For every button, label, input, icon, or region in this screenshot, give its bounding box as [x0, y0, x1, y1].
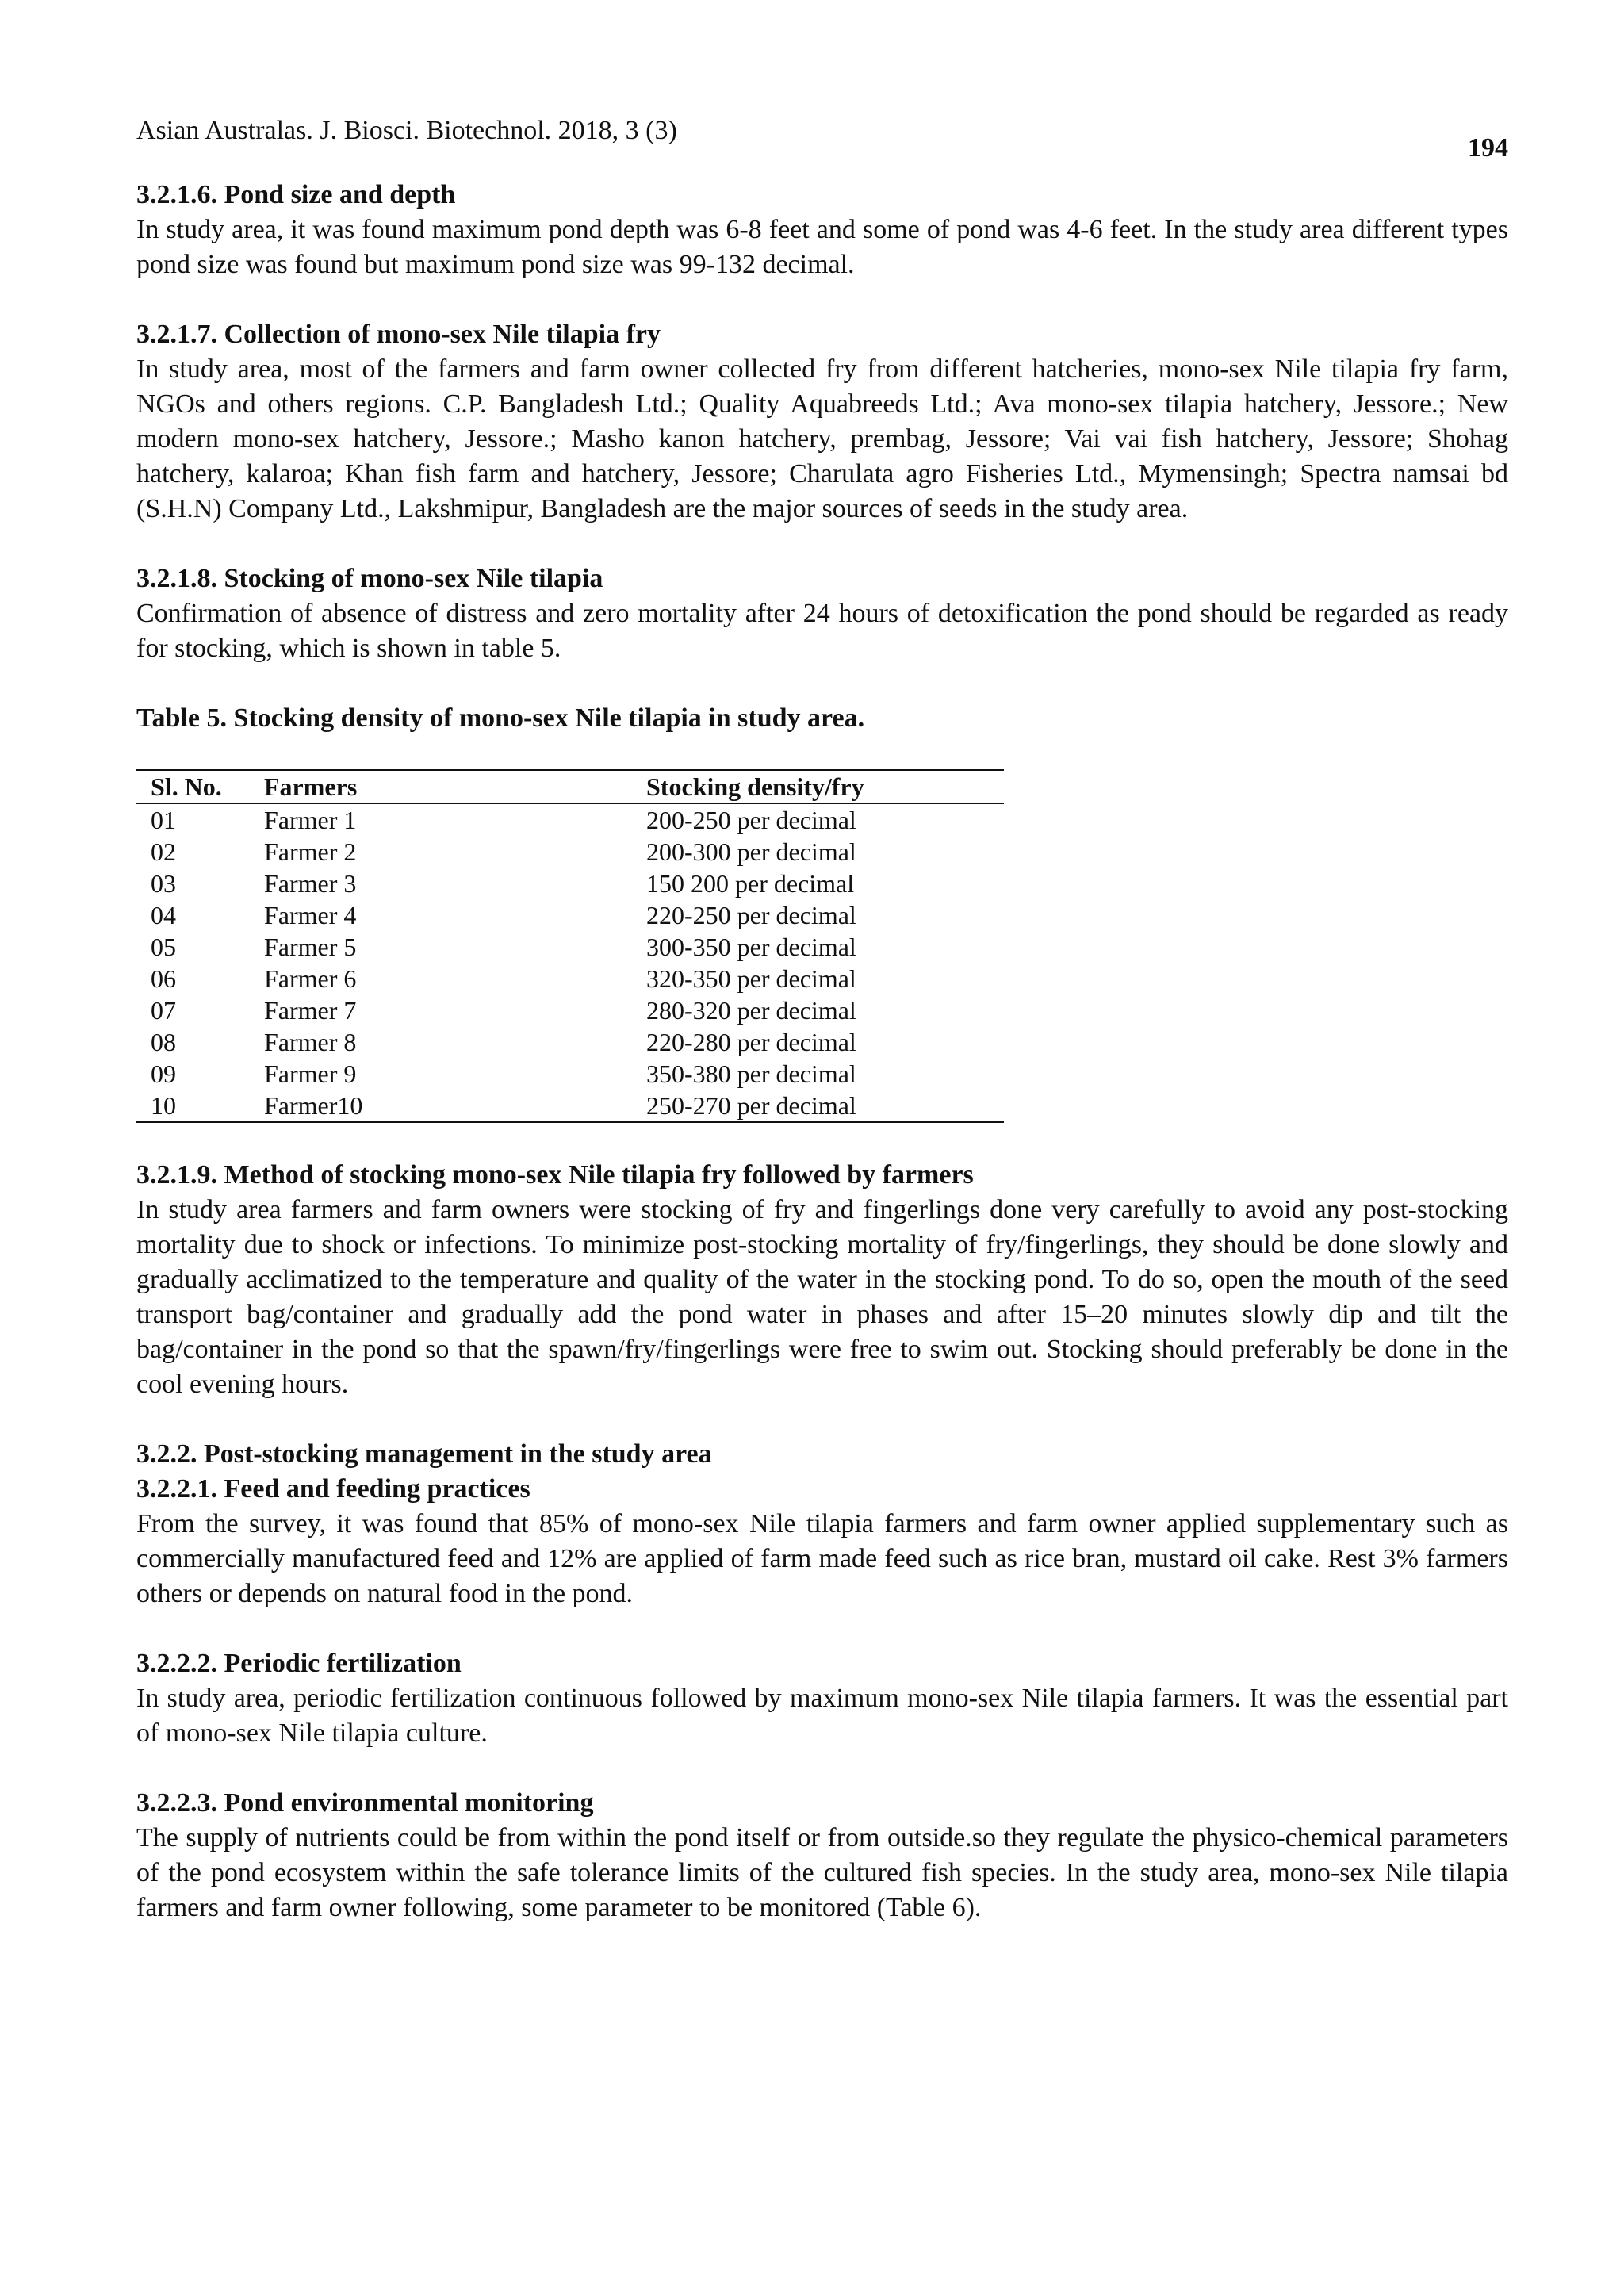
stocking-density-table	[136, 769, 1004, 1123]
table-cell: 350-380 per decimal	[646, 1059, 856, 1088]
section-paragraph: From the survey, it was found that 85% of mono-sex Nile tilapia farmers and farm owner applied supplementary such as commercially manufactured feed and 12% are applied of farm made feed such as rice bran, mustard oil cake. Rest 3% farmers others or depends on natural food in the pond.	[136, 1509, 1508, 1608]
table-cell: 07	[151, 996, 176, 1025]
section-heading: 3.2.1.9. Method of stocking mono-sex Nile tilapia fry followed by farmers	[136, 1160, 974, 1190]
table-row	[136, 868, 1004, 899]
section-pond-size	[136, 178, 1508, 282]
table-row	[136, 803, 1004, 836]
column-header-stocking-density: Stocking density/fry	[632, 770, 1004, 803]
section-paragraph: Confirmation of absence of distress and zero mortality after 24 hours of detoxification the pond should be regarded as ready for stocking, which is shown in table 5.	[136, 599, 1508, 663]
table-row	[136, 1026, 1004, 1058]
section-feed	[136, 1472, 1508, 1611]
column-header-farmers: Farmers	[250, 770, 632, 803]
table-cell: 04	[151, 901, 176, 929]
section-post-stocking	[136, 1437, 1508, 1472]
section-method	[136, 1158, 1508, 1402]
page-number: 194	[1468, 133, 1508, 163]
table-row	[136, 931, 1004, 963]
table-cell: Farmer10	[250, 1090, 632, 1122]
table-cell: Farmer 2	[264, 837, 357, 866]
table-cell: 250-270 per decimal	[632, 1090, 1004, 1122]
table-cell: 200-250 per decimal	[646, 806, 856, 834]
section-collection	[136, 317, 1508, 527]
table-cell: 300-350 per decimal	[646, 933, 856, 961]
section-heading: 3.2.2.1. Feed and feeding practices	[136, 1474, 530, 1504]
table-cell: Farmer 7	[264, 996, 357, 1025]
table-body	[136, 803, 1004, 1122]
table-cell: 05	[151, 933, 176, 961]
section-heading: 3.2.1.8. Stocking of mono-sex Nile tilapia	[136, 564, 603, 593]
table-caption: Table 5. Stocking density of mono-sex Nile tilapia in study area.	[136, 703, 865, 733]
running-head: Asian Australas. J. Biosci. Biotechnol. 2018, 3 (3)	[136, 116, 677, 145]
table-cell: 06	[151, 964, 176, 993]
section-paragraph: In study area, periodic fertilization continuous followed by maximum mono-sex Nile tilapia farmers. It was the essential part of mono-sex Nile tilapia culture.	[136, 1684, 1508, 1748]
table-cell: 01	[151, 806, 176, 834]
section-fertilization	[136, 1646, 1508, 1751]
table-cell: 02	[151, 837, 176, 866]
table-row	[136, 1058, 1004, 1090]
table-cell: Farmer 5	[264, 933, 357, 961]
table-header-row	[136, 770, 1004, 803]
section-heading: 3.2.2.3. Pond environmental monitoring	[136, 1788, 594, 1818]
table-cell: Farmer 8	[264, 1028, 357, 1056]
table-row	[136, 963, 1004, 994]
table-cell: 09	[151, 1059, 176, 1088]
table-cell: 280-320 per decimal	[646, 996, 856, 1025]
section-paragraph: In study area farmers and farm owners were stocking of fry and fingerlings done very carefully to avoid any post-stocking mortality due to shock or infections. To minimize post-stocking mortality of fry/fingerlings, they should be done slowly and gradually acclimatized to the temperature and quality of the water in the stocking pond. To do so, open the mouth of the seed transport bag/container and gradually add the pond water in phases and after 15–20 minutes slowly dip and tilt the bag/container in the pond so that the spawn/fry/fingerlings were free to swim out. Stocking should preferably be done in the cool evening hours.	[136, 1195, 1508, 1399]
table-cell: 150 200 per decimal	[646, 869, 855, 898]
section-monitoring	[136, 1786, 1508, 1925]
table-row	[136, 899, 1004, 931]
table-cell: 220-280 per decimal	[646, 1028, 856, 1056]
table-cell: 200-300 per decimal	[646, 837, 856, 866]
section-heading: 3.2.1.7. Collection of mono-sex Nile tilapia fry	[136, 320, 661, 349]
section-paragraph: In study area, most of the farmers and farm owner collected fry from different hatcheries, mono-sex Nile tilapia fry farm, NGOs and others regions. C.P. Bangladesh Ltd.; Quality Aquabreeds Ltd.; Ava mono-sex tilapia hatchery, Jessore.; New modern mono-sex hatchery, Jessore.; Masho kanon hatchery, prembag, Jessore; Vai vai fish hatchery, Jessore; Shohag hatchery, kalaroa; Khan fish farm and hatchery, Jessore; Charulata agro Fisheries Ltd., Mymensingh; Spectra namsai bd (S.H.N) Company Ltd., Lakshmipur, Bangladesh are the major sources of seeds in the study area.	[136, 354, 1508, 523]
section-heading: 3.2.2. Post-stocking management in the study area	[136, 1439, 712, 1469]
section-paragraph: The supply of nutrients could be from within the pond itself or from outside.so they regulate the physico-chemical parameters of the pond ecosystem within the safe tolerance limits of the cultured fish species. In the study area, mono-sex Nile tilapia farmers and farm owner following, some parameter to be monitored (Table 6).	[136, 1823, 1508, 1922]
section-heading: 3.2.1.6. Pond size and depth	[136, 180, 456, 209]
column-header-sl-no: Sl. No.	[136, 770, 250, 803]
table-cell: 10	[136, 1090, 250, 1122]
table-cell: Farmer 1	[264, 806, 357, 834]
table-cell: Farmer 3	[264, 869, 357, 898]
table-cell: 320-350 per decimal	[646, 964, 856, 993]
body-content	[136, 178, 1508, 1960]
table-row	[136, 994, 1004, 1026]
table-cell: Farmer 4	[264, 901, 357, 929]
section-stocking	[136, 561, 1508, 666]
table-row	[136, 1090, 1004, 1122]
table-cell: Farmer 9	[264, 1059, 357, 1088]
table-cell: 03	[151, 869, 176, 898]
table-cell: 220-250 per decimal	[646, 901, 856, 929]
table-row	[136, 836, 1004, 868]
table-cell: Farmer 6	[264, 964, 357, 993]
section-paragraph: In study area, it was found maximum pond depth was 6-8 feet and some of pond was 4-6 feet. In the study area different types pond size was found but maximum pond size was 99-132 decimal.	[136, 215, 1508, 279]
table-cell: 08	[151, 1028, 176, 1056]
section-heading: 3.2.2.2. Periodic fertilization	[136, 1649, 462, 1678]
